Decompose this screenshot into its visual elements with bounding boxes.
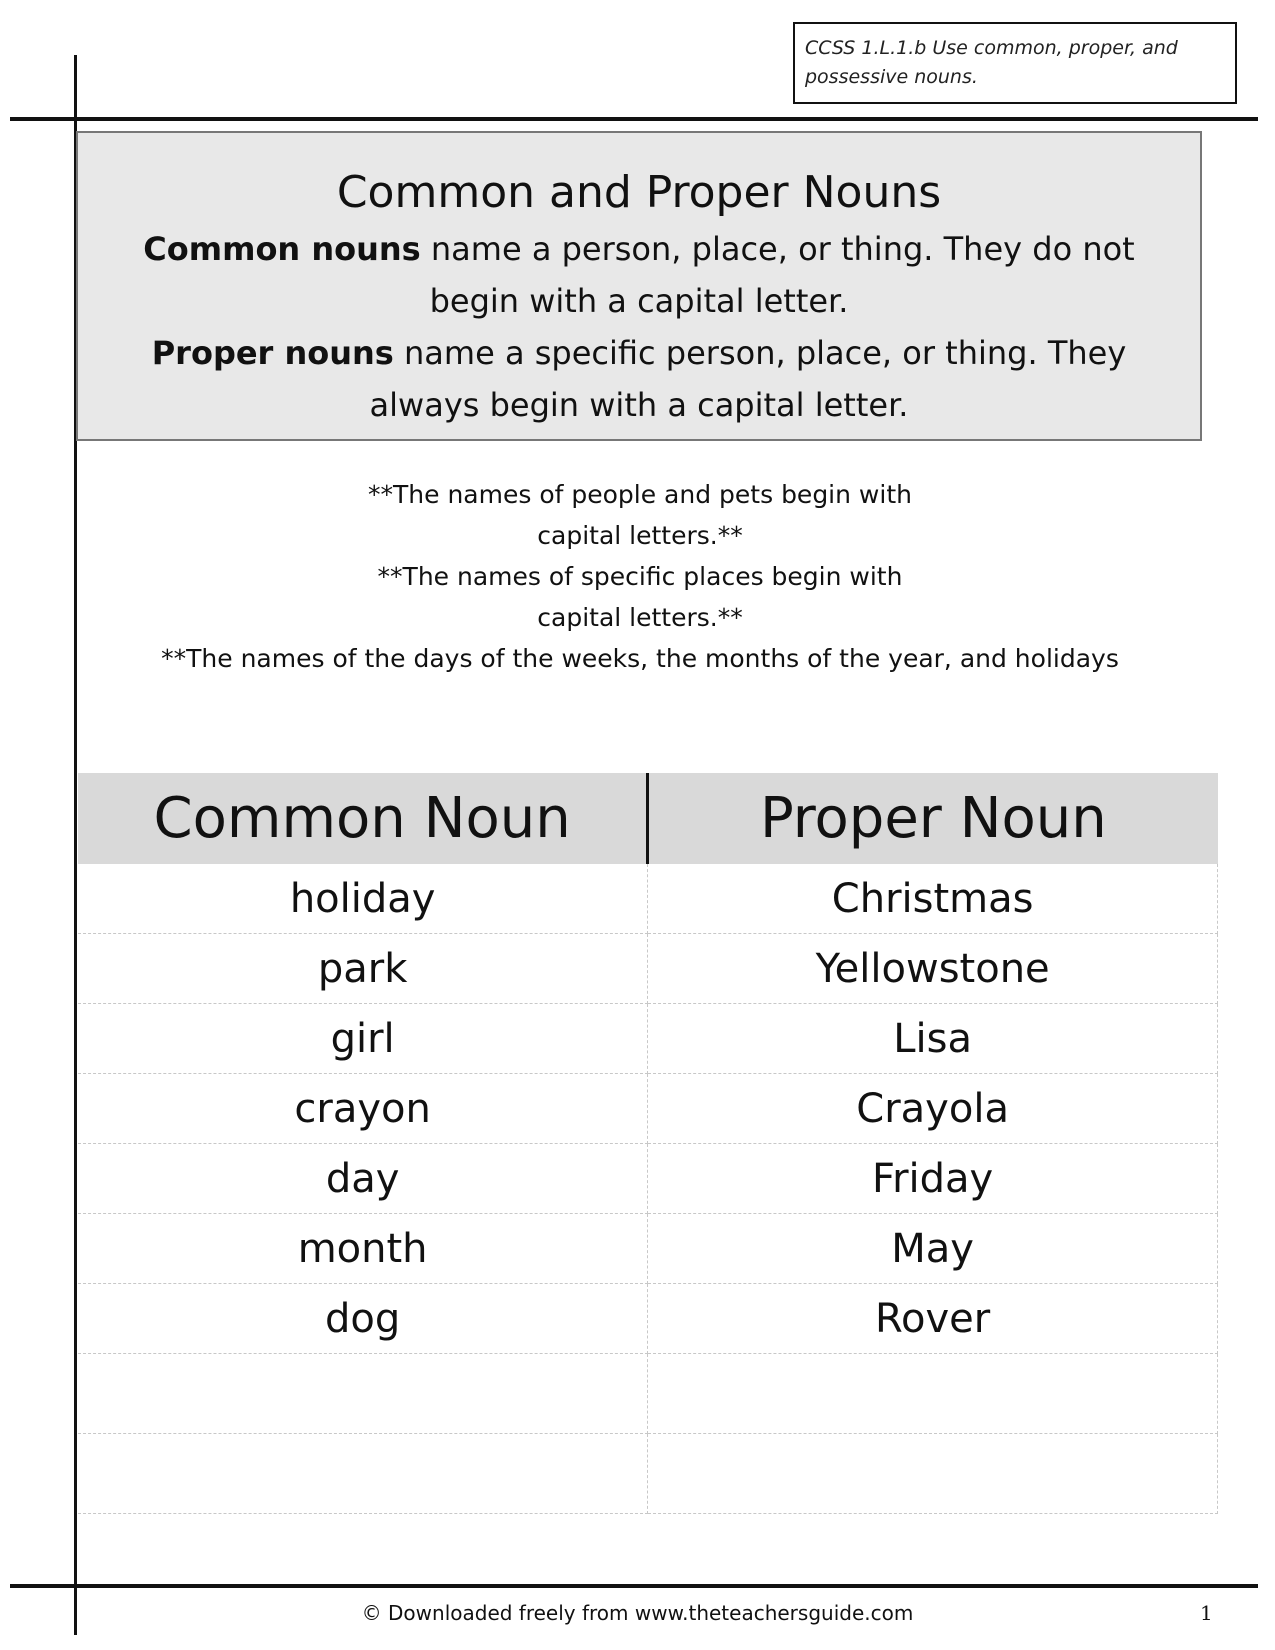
common-noun-cell: day bbox=[78, 1144, 648, 1214]
proper-noun-header: Proper Noun bbox=[648, 773, 1218, 864]
definition-box bbox=[76, 131, 1202, 441]
standard-box: CCSS 1.L.1.b Use common, proper, and possessive nouns. bbox=[793, 22, 1237, 104]
header-rule bbox=[10, 117, 1258, 121]
common-noun-cell: crayon bbox=[78, 1074, 648, 1144]
common-term: Common nouns bbox=[143, 230, 421, 268]
table-row bbox=[78, 1144, 1218, 1214]
proper-noun-cell: Rover bbox=[648, 1284, 1218, 1354]
common-noun-cell: month bbox=[78, 1214, 648, 1284]
footer-rule bbox=[10, 1584, 1258, 1588]
common-noun-cell bbox=[78, 1354, 648, 1434]
proper-noun-cell: Yellowstone bbox=[648, 934, 1218, 1004]
table-row bbox=[78, 1214, 1218, 1284]
noun-table bbox=[78, 773, 1218, 1514]
rule-line: capital letters.** bbox=[537, 603, 743, 632]
common-noun-header: Common Noun bbox=[78, 773, 648, 864]
proper-noun-cell: Lisa bbox=[648, 1004, 1218, 1074]
proper-noun-cell: Christmas bbox=[648, 864, 1218, 934]
table-row bbox=[78, 1004, 1218, 1074]
common-noun-cell: park bbox=[78, 934, 648, 1004]
page-number: 1 bbox=[1200, 1601, 1213, 1625]
common-noun-cell: dog bbox=[78, 1284, 648, 1354]
common-noun-cell bbox=[78, 1434, 648, 1514]
proper-noun-cell: May bbox=[648, 1214, 1218, 1284]
rule-line: **The names of specific places begin with bbox=[377, 562, 903, 591]
capitalization-rules bbox=[100, 474, 1180, 679]
table-row bbox=[78, 1074, 1218, 1144]
common-noun-cell: holiday bbox=[78, 864, 648, 934]
proper-text: name a specific person, place, or thing. They always begin with a capital letter. bbox=[369, 334, 1127, 424]
table-row bbox=[78, 934, 1218, 1004]
footer-credit: © Downloaded freely from www.theteachersguide.com bbox=[361, 1601, 914, 1625]
table-row-empty bbox=[78, 1354, 1218, 1434]
proper-term: Proper nouns bbox=[151, 334, 394, 372]
rule-line: capital letters.** bbox=[537, 521, 743, 550]
proper-noun-cell: Crayola bbox=[648, 1074, 1218, 1144]
common-text: name a person, place, or thing. They do not begin with a capital letter. bbox=[420, 230, 1135, 320]
common-noun-cell: girl bbox=[78, 1004, 648, 1074]
rule-line: **The names of the days of the weeks, the months of the year, and holidays bbox=[161, 644, 1119, 673]
proper-noun-definition bbox=[78, 327, 1200, 431]
table-row bbox=[78, 864, 1218, 934]
table-header-row bbox=[78, 773, 1218, 864]
table-row-empty bbox=[78, 1434, 1218, 1514]
table-row bbox=[78, 1284, 1218, 1354]
proper-noun-cell bbox=[648, 1354, 1218, 1434]
rule-line: **The names of people and pets begin with bbox=[368, 480, 912, 509]
common-noun-definition bbox=[78, 223, 1200, 327]
proper-noun-cell: Friday bbox=[648, 1144, 1218, 1214]
proper-noun-cell bbox=[648, 1434, 1218, 1514]
page-title: Common and Proper Nouns bbox=[336, 167, 942, 218]
